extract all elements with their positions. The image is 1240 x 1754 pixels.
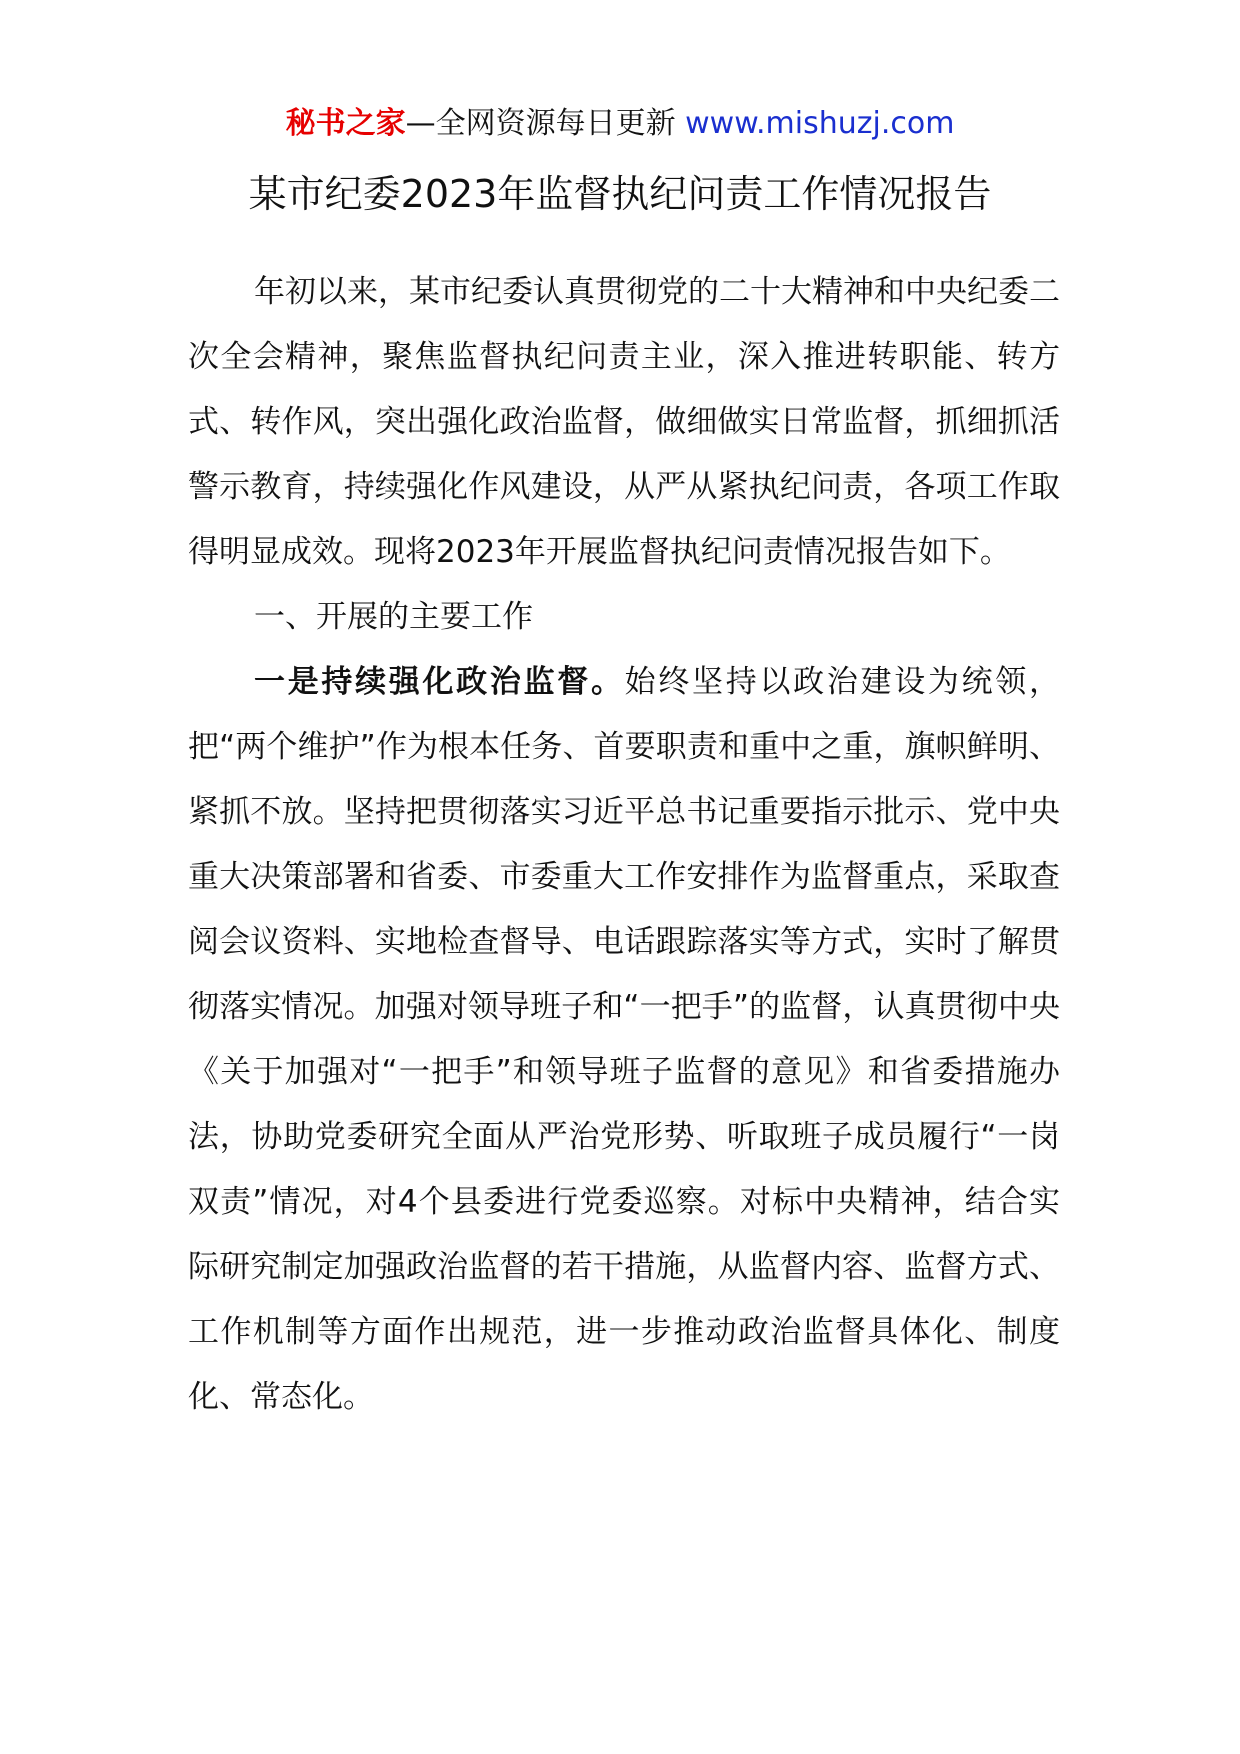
site-brand: 秘书之家 (285, 106, 406, 141)
site-slogan: —全网资源每日更新 (405, 106, 676, 141)
intro-paragraph: 年初以来，某市纪委认真贯彻党的二十大精神和中央纪委二次全会精神，聚焦监督执纪问责主业，深入推进转职能、转方式、转作风，突出强化政治监督，做细做实日常监督，抓细抓活警示教育，持续强化作风建设，从严从紧执纪问责，各项工作取得明显成效。现将2023年开展监督执纪问责情况报告如下。 (188, 274, 1060, 570)
point-one-body: 始终坚持以政治建设为统领，把“两个维护”作为根本任务、首要职责和重中之重，旗帜鲜明、紧抓不放。坚持把贯彻落实习近平总书记重要指示批示、党中央重大决策部署和省委、市委重大工作安排作为监督重点，采取查阅会议资料、实地检查督导、电话跟踪落实等方式，实时了解贯彻落实情况。加强对领导班子和“一把手”的监督，认真贯彻中央《关于加强对“一把手”和领导班子监督的意见》和省委措施办法，协助党委研究全面从严治党形势、听取班子成员履行“一岗双责”情况，对4个县委进行党委巡察。对标中央精神，结合实际研究制定加强政治监督的若干措施，从监督内容、监督方式、工作机制等方面作出规范，进一步推动政治监督具体化、制度化、常态化。 (188, 664, 1061, 1415)
document-body (188, 260, 1060, 1430)
point-one-paragraph (188, 650, 1060, 1430)
point-one-lead: 一是持续强化政治监督。 (254, 664, 625, 700)
site-header (0, 102, 1240, 146)
section-heading: 一、开展的主要工作 (254, 599, 533, 635)
document-title: 某市纪委2023年监督执纪问责工作情况报告 (248, 172, 992, 216)
site-url-link[interactable]: www.mishuzj.com (685, 106, 955, 141)
